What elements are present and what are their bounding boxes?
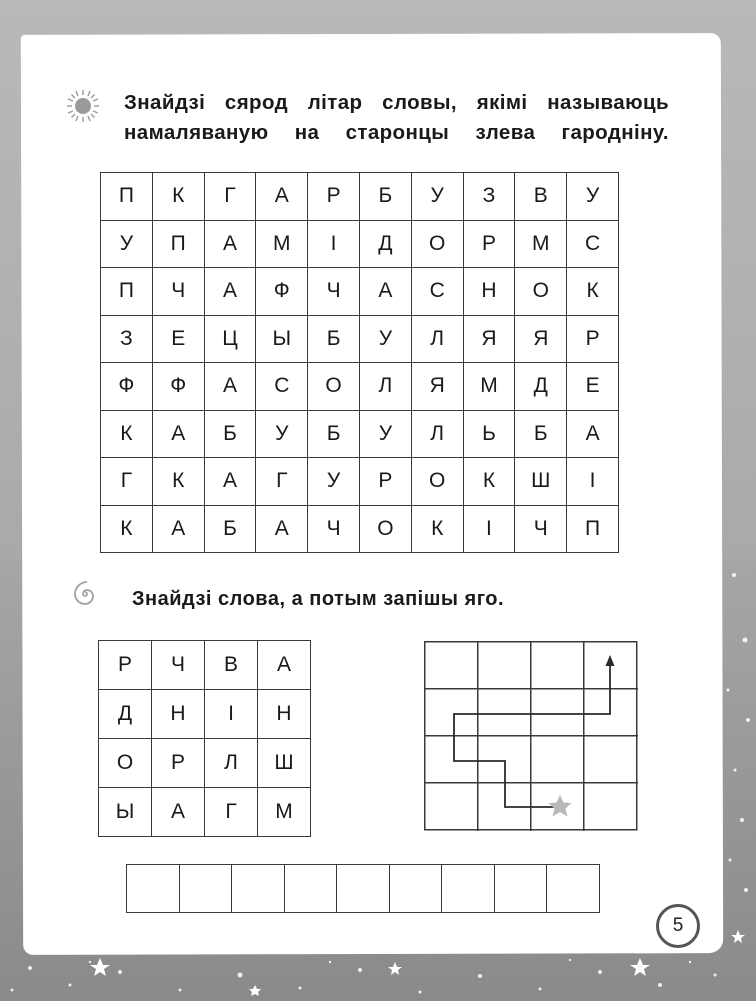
grid-cell: К — [567, 268, 619, 316]
grid-cell: С — [411, 268, 463, 316]
grid-cell: У — [308, 458, 360, 506]
grid-cell: О — [515, 268, 567, 316]
grid-cell: Р — [463, 220, 515, 268]
grid-cell: С — [256, 363, 308, 411]
grid-cell: Ф — [101, 363, 153, 411]
grid-cell: А — [256, 505, 308, 553]
grid-row — [101, 410, 619, 458]
grid-cell: О — [99, 739, 152, 788]
grid-cell: Ф — [256, 268, 308, 316]
grid-cell: Б — [204, 505, 256, 553]
task2-instruction: Знайдзі слова, а потым запішы яго. — [132, 588, 505, 610]
word-search-grid — [100, 172, 619, 553]
grid-cell: Л — [359, 363, 411, 411]
grid-cell: К — [411, 505, 463, 553]
grid-cell: В — [205, 641, 258, 690]
grid-cell: Л — [205, 739, 258, 788]
grid-cell: У — [256, 410, 308, 458]
grid-cell: А — [152, 788, 205, 837]
grid-cell: Б — [308, 315, 360, 363]
grid-cell: Л — [411, 315, 463, 363]
grid-cell: Р — [152, 739, 205, 788]
grid-row — [99, 690, 311, 739]
grid-cell: К — [152, 458, 204, 506]
grid-cell: І — [463, 505, 515, 553]
grid-cell: А — [204, 458, 256, 506]
grid-cell: Р — [359, 458, 411, 506]
grid-row — [101, 458, 619, 506]
grid-cell: Р — [99, 641, 152, 690]
grid-cell: П — [101, 268, 153, 316]
grid-cell: А — [204, 220, 256, 268]
grid-cell: Л — [411, 410, 463, 458]
grid-cell: З — [463, 173, 515, 221]
grid-cell: Н — [258, 690, 311, 739]
grid-cell: О — [411, 458, 463, 506]
answer-box[interactable] — [389, 865, 442, 913]
grid-cell: А — [204, 268, 256, 316]
grid-row — [101, 315, 619, 363]
answer-boxes — [126, 864, 600, 913]
answer-box[interactable] — [494, 865, 547, 913]
grid-cell: Г — [101, 458, 153, 506]
grid-cell: З — [101, 315, 153, 363]
grid-cell: М — [515, 220, 567, 268]
grid-cell: Н — [463, 268, 515, 316]
answer-box[interactable] — [337, 865, 390, 913]
grid-cell: У — [101, 220, 153, 268]
path-key-grid — [424, 641, 638, 831]
grid-cell: О — [359, 505, 411, 553]
grid-cell: Б — [204, 410, 256, 458]
grid-cell: Я — [515, 315, 567, 363]
answer-box[interactable] — [284, 865, 337, 913]
grid-cell: Д — [515, 363, 567, 411]
grid-row — [101, 220, 619, 268]
task1-instruction: Знайдзі сярод літар словы, якімі называюць намаляваную на старонцы злева гароднiну. — [124, 91, 669, 144]
grid-cell: М — [256, 220, 308, 268]
grid-cell: П — [152, 220, 204, 268]
grid-cell: Я — [411, 363, 463, 411]
grid-cell: У — [359, 410, 411, 458]
sun-icon — [66, 89, 100, 123]
grid-cell: А — [152, 505, 204, 553]
grid-cell: Ы — [99, 788, 152, 837]
grid-cell: Я — [463, 315, 515, 363]
grid-cell: У — [359, 315, 411, 363]
grid-cell: В — [515, 173, 567, 221]
grid-cell: Ш — [258, 739, 311, 788]
answer-box[interactable] — [547, 865, 600, 913]
grid-cell: М — [463, 363, 515, 411]
grid-cell: О — [411, 220, 463, 268]
answer-box[interactable] — [232, 865, 285, 913]
grid-cell: Г — [204, 173, 256, 221]
grid-cell: Б — [515, 410, 567, 458]
letter-grid — [98, 640, 311, 837]
grid-cell: Р — [308, 173, 360, 221]
answer-box[interactable] — [442, 865, 495, 913]
spiral-icon — [70, 579, 100, 609]
grid-cell: І — [308, 220, 360, 268]
answer-row — [127, 865, 600, 913]
grid-cell: У — [411, 173, 463, 221]
grid-cell: Ш — [515, 458, 567, 506]
grid-cell: А — [152, 410, 204, 458]
grid-row — [99, 641, 311, 690]
grid-cell: П — [101, 173, 153, 221]
grid-cell: Ч — [308, 268, 360, 316]
answer-box[interactable] — [127, 865, 180, 913]
grid-cell: О — [308, 363, 360, 411]
grid-row — [101, 505, 619, 553]
grid-row — [101, 268, 619, 316]
grid-cell: І — [205, 690, 258, 739]
grid-row — [99, 788, 311, 837]
grid-cell: А — [359, 268, 411, 316]
grid-cell: І — [567, 458, 619, 506]
grid-cell: А — [567, 410, 619, 458]
grid-cell: Ч — [515, 505, 567, 553]
grid-cell: К — [101, 505, 153, 553]
grid-cell: Д — [99, 690, 152, 739]
grid-cell: Ф — [152, 363, 204, 411]
grid-cell: Е — [152, 315, 204, 363]
grid-cell: Д — [359, 220, 411, 268]
answer-box[interactable] — [179, 865, 232, 913]
arrow-up-icon — [606, 655, 615, 666]
grid-cell: К — [101, 410, 153, 458]
grid-cell: Е — [567, 363, 619, 411]
grid-cell: У — [567, 173, 619, 221]
grid-cell: Н — [152, 690, 205, 739]
star-icon — [549, 795, 572, 817]
grid-cell: К — [463, 458, 515, 506]
grid-cell: А — [204, 363, 256, 411]
grid-row — [101, 173, 619, 221]
grid-cell: Б — [359, 173, 411, 221]
grid-cell: Б — [308, 410, 360, 458]
grid-cell: Ц — [204, 315, 256, 363]
grid-cell: Ч — [152, 268, 204, 316]
grid-row — [101, 363, 619, 411]
grid-cell: Ч — [308, 505, 360, 553]
grid-cell: А — [256, 173, 308, 221]
grid-cell: С — [567, 220, 619, 268]
grid-cell: М — [258, 788, 311, 837]
grid-cell: Ь — [463, 410, 515, 458]
grid-cell: К — [152, 173, 204, 221]
grid-cell: П — [567, 505, 619, 553]
grid-cell: Г — [205, 788, 258, 837]
grid-row — [99, 739, 311, 788]
grid-cell: Ч — [152, 641, 205, 690]
page-number: 5 — [656, 904, 700, 948]
grid-cell: Ы — [256, 315, 308, 363]
grid-cell: А — [258, 641, 311, 690]
grid-cell: Г — [256, 458, 308, 506]
grid-cell: Р — [567, 315, 619, 363]
